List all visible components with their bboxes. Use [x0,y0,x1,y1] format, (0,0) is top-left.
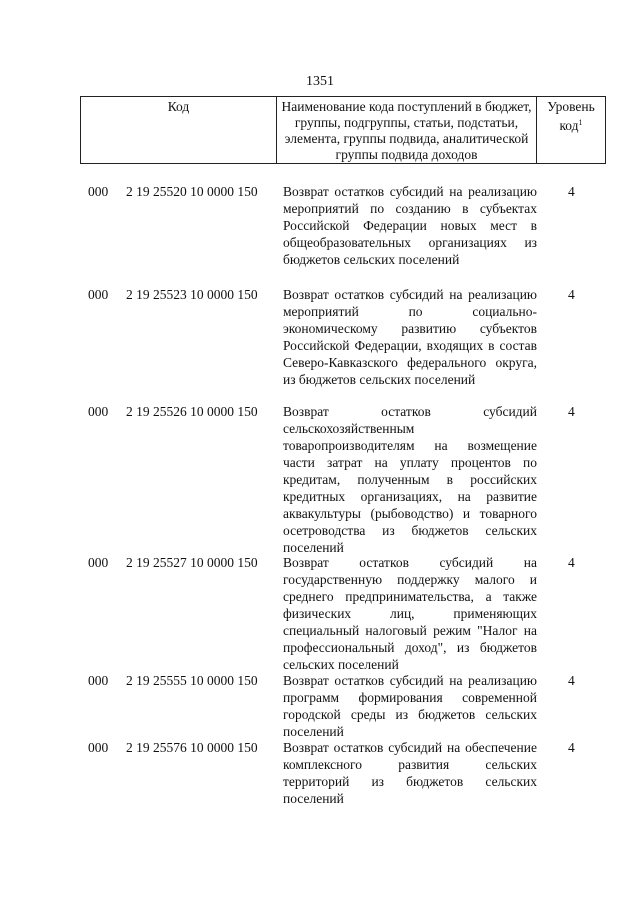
revenue-code: 2 19 25526 10 0000 150 [126,404,258,419]
code-level: 4 [568,740,575,755]
revenue-name: Возврат остатков субсидий на реализацию мероприятий по социально-экономическому развитию субъектов Российской Федерации, входящих в состав Северо-Кавказского федерального округа, из бюджетов сельских поселений [283,287,537,387]
page-number: 1351 [306,74,334,89]
table-header [80,96,606,164]
revenue-name: Возврат остатков субсидий на реализацию программ формирования современной городской среды из бюджетов сельских поселений [283,673,537,739]
code-level: 4 [568,184,575,199]
admin-code: 000 [88,673,109,688]
revenue-name: Возврат остатков субсидий на государственную поддержку малого и среднего предпринимательства, а также физических лиц, применяющих специальный налоговый режим "Налог на профессиональный доход", из бюджетов сельских поселений [283,555,537,672]
revenue-code: 2 19 25555 10 0000 150 [126,673,258,688]
code-level: 4 [568,287,575,302]
header-level [537,97,606,163]
admin-code: 000 [88,740,109,755]
revenue-name: Возврат остатков субсидий на обеспечение комплексного развития сельских территорий из бюджетов сельских поселений [283,740,537,806]
admin-code: 000 [88,287,109,302]
header-name: Наименование кода поступлений в бюджет, группы, подгруппы, статьи, подстатьи, элемента, группы подвида, аналитической группы подвида доходов [277,97,537,163]
code-level: 4 [568,555,575,570]
revenue-code: 2 19 25576 10 0000 150 [126,740,258,755]
admin-code: 000 [88,404,109,419]
code-level: 4 [568,673,575,688]
code-level: 4 [568,404,575,419]
revenue-code: 2 19 25527 10 0000 150 [126,555,258,570]
revenue-name: Возврат остатков субсидий сельскохозяйственным товаропроизводителям на возмещение части затрат на уплату процентов по кредитам, полученным в российских кредитных организациях, на развитие аквакультуры (рыбоводство) и товарного осетроводства из бюджетов сельских поселений [283,404,537,555]
header-level-label: Уровень код [547,99,595,133]
revenue-name: Возврат остатков субсидий на реализацию мероприятий по созданию в субъектах Российской Федерации новых мест в общеобразовательных организациях из бюджетов сельских поселений [283,184,537,267]
admin-code: 000 [88,555,109,570]
header-level-footnote: 1 [578,118,583,127]
revenue-code: 2 19 25520 10 0000 150 [126,184,258,199]
admin-code: 000 [88,184,109,199]
header-code: Код [81,97,277,163]
revenue-code: 2 19 25523 10 0000 150 [126,287,258,302]
